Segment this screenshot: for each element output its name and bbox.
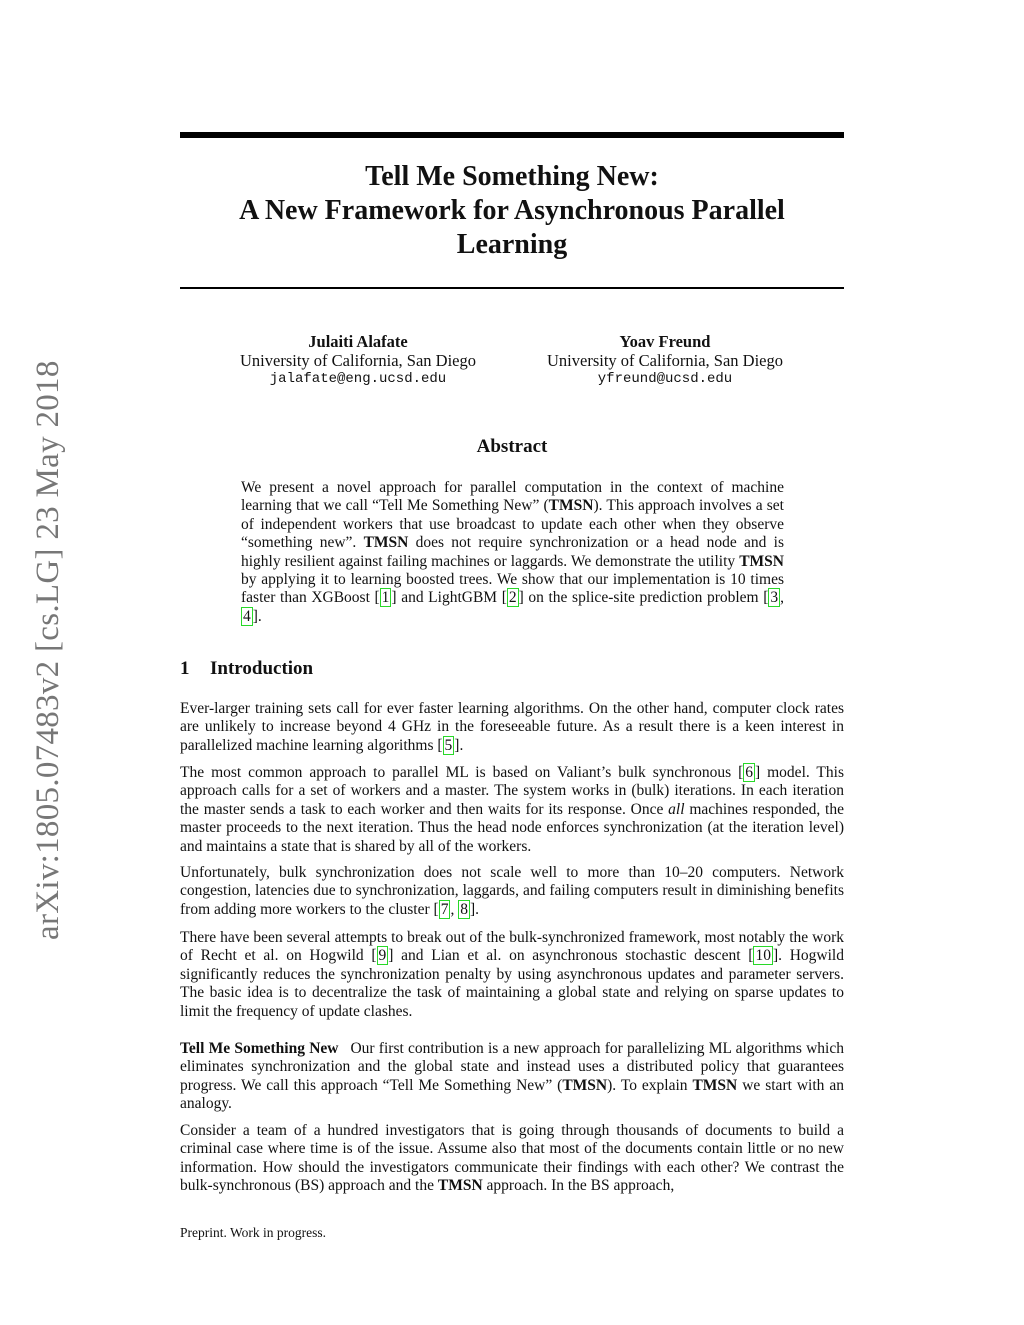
citation-link[interactable]: 4 — [243, 607, 251, 625]
title-line-1: Tell Me Something New: — [365, 161, 659, 192]
paper-title — [180, 160, 844, 262]
author-email[interactable]: yfreund@ucsd.edu — [597, 371, 733, 387]
section-heading-introduction — [180, 658, 313, 680]
paragraph-runin-heading: Tell Me Something New — [180, 1040, 339, 1057]
tmsn-term: TMSN — [739, 552, 784, 570]
title-line-2: A New Framework for Asynchronous Parallel — [239, 195, 785, 226]
author-affiliation: University of California, San Diego — [547, 351, 783, 370]
paragraph: Unfortunately, bulk synchronization does not scale well to more than 10–20 computers. Network congestion, latencies due to synchronization, laggards, and failing computers result in diminishing benefits from adding more workers to the cluster [ 7 , 8 ]. — [180, 864, 844, 918]
paragraph: Consider a team of a hundred investigators that is going through thousands of documents to build a criminal case where time is of the issue. Assume also that most of the documents contain little or no new information. How should the investigators communicate their findings with each other? We contrast the bulk-synchronous (BS) approach and the TMSN approach. In the BS approach, — [180, 1122, 844, 1195]
tmsn-term: TMSN — [437, 1177, 483, 1195]
citation-link[interactable]: 6 — [745, 764, 753, 781]
author-name: Yoav Freund — [619, 332, 711, 351]
citation-link[interactable]: 7 — [440, 900, 449, 918]
citation-link[interactable]: 1 — [381, 589, 390, 607]
paragraph: There have been several attempts to break out of the bulk-synchronized framework, most notably the work of Recht et al. on Hogwild [ 9 ] and Lian et al. on asynchronous stochastic descent [ 10 ]. Hogwild significantly reduces the synchronization penalty by using asynchronous updates and parameter servers. The basic idea is to decentralize the task of maintaining a global state and relying on sparse updates to limit the frequency of update clashes. — [180, 929, 844, 1020]
citation-link[interactable]: 2 — [508, 589, 517, 607]
tmsn-term: TMSN — [562, 1076, 608, 1094]
author-affiliation: University of California, San Diego — [240, 351, 476, 370]
citation-link[interactable]: 8 — [460, 900, 468, 918]
author-block — [208, 332, 508, 389]
paragraph: Ever-larger training sets call for ever faster learning algorithms. On the other hand, computer clock rates are unlikely to increase beyond 4 GHz in the foreseeable future. As a result there is a keen interest in parallelized machine learning algorithms [ 5 ]. — [180, 700, 844, 754]
author-name: Julaiti Alafate — [308, 332, 408, 351]
arxiv-identifier: arXiv:1805.07483v2 [cs.LG] 23 May 2018 — [30, 360, 66, 940]
title-top-rule — [180, 132, 844, 138]
tmsn-term: TMSN — [548, 497, 594, 515]
citation-link[interactable]: 9 — [378, 947, 387, 965]
paragraph: The most common approach to parallel ML is based on Valiant’s bulk synchronous [ 6 ] model. This approach calls for a set of workers and a master. The system works in (bulk) iterations. In each iteration the master sends a task to each worker and then waits for its response. Once all machines responded, the master proceeds to the next iteration. Thus the head node enforces synchronization (at the iteration level) and maintains a state that is shared by all of the workers. — [180, 764, 844, 855]
citation-link[interactable]: 5 — [444, 736, 453, 754]
abstract-text: We present a novel approach for parallel computation in the context of machine learning that we call “Tell Me Something New” (TMSN). This approach involves a set of independent workers that use broadcast to update each other when they observe “something new”. TMSN does not require synchronization or a head node and is highly resilient against failing machines or laggards. We demonstrate the utility TMSN by applying it to learning boosted trees. We show that our implementation is 10 times faster than XGBoost [ 1 ] and LightGBM [ 2 ] on the splice-site prediction problem [ 3 , 4 ]. — [241, 479, 784, 625]
abstract-heading: Abstract — [476, 436, 548, 457]
paragraph: Tell Me Something New Our first contribution is a new approach for parallelizing ML algorithms which eliminates synchronization and the global state and instead uses a distributed policy that guarantees progress. We call this approach “Tell Me Something New” (TMSN). To explain TMSN we start with an analogy. — [180, 1040, 844, 1113]
author-email[interactable]: jalafate@eng.ucsd.edu — [269, 371, 447, 387]
section-number: 1 — [180, 658, 190, 679]
citation-link[interactable]: 3 — [770, 589, 779, 607]
title-line-3: Learning — [456, 229, 568, 260]
tmsn-term: TMSN — [363, 534, 409, 552]
tmsn-term: TMSN — [692, 1076, 738, 1094]
title-bottom-rule — [180, 287, 844, 289]
section-title: Introduction — [210, 658, 314, 679]
citation-link[interactable]: 10 — [755, 947, 771, 965]
footer-note: Preprint. Work in progress. — [180, 1225, 327, 1240]
author-block — [515, 332, 815, 389]
